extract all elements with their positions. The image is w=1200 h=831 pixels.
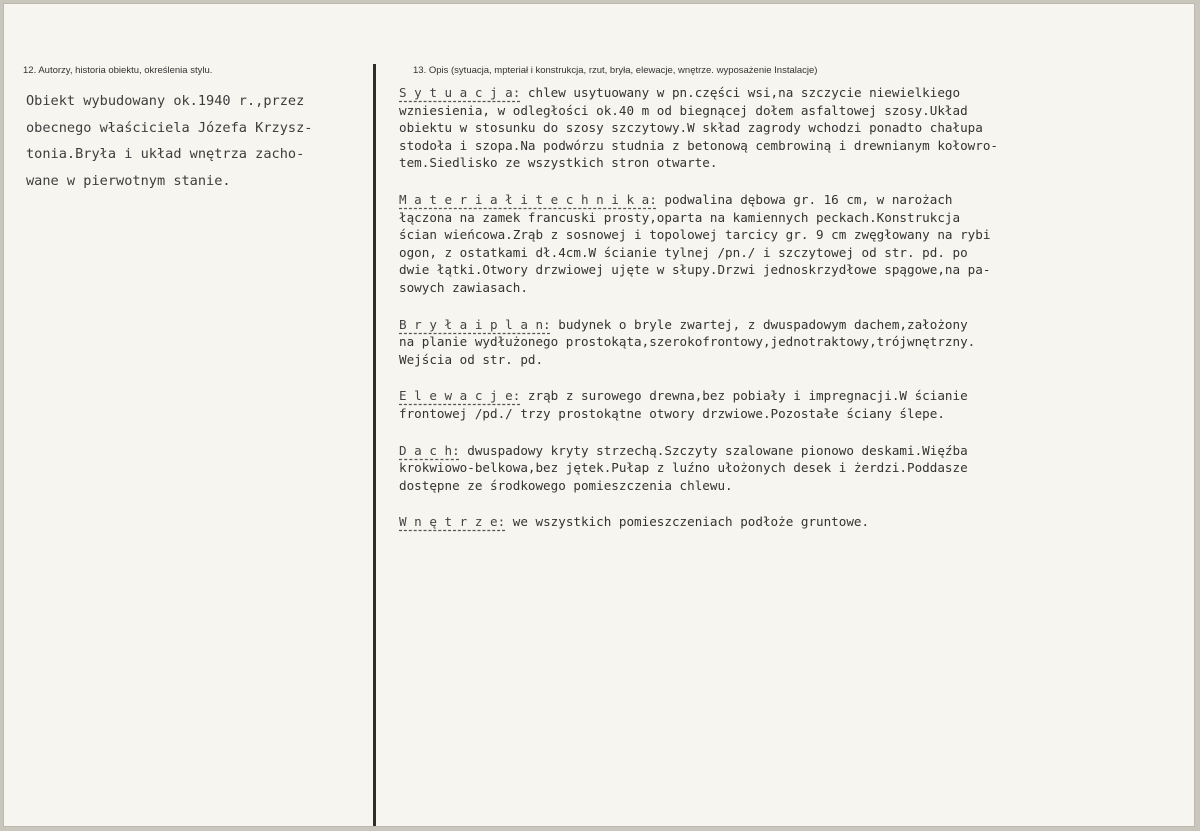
- section-first-line: budynek o bryle zwartej, z dwuspadowym dachem,założony: [550, 316, 968, 332]
- section-first-line: zrąb z surowego drewna,bez pobiały i impregnacji.W ścianie: [520, 388, 968, 404]
- section-first-line: dwuspadowy kryty strzechą.Szczyty szalowane pionowo deskami.Więźba: [459, 442, 968, 458]
- section-sytuacja: [399, 84, 1199, 172]
- section-label: W n ę t r z e:: [399, 514, 506, 530]
- section-line: frontowej /pd./ trzy prostokątne otwory drzwiowe.Pozostałe ściany ślepe.: [399, 405, 945, 421]
- description-column: [399, 84, 1199, 550]
- section-line: ogon, z ostatkami dł.4cm.W ścianie tylnej /pn./ i szczytowej od str. pd. po: [399, 244, 968, 260]
- section-elewacje: [399, 387, 1199, 422]
- section-line: dwie łątki.Otwory drzwiowej ujęte w słupy.Drzwi jednoskrzydłowe spągowe,na pa-: [399, 262, 991, 278]
- section-wnetrze: [399, 513, 1199, 531]
- section-label: E l e w a c j e:: [399, 388, 521, 404]
- section-line: łączona na zamek francuski prosty,oparta na kamiennych peckach.Konstrukcja: [399, 209, 961, 225]
- section-line: sowych zawiasach.: [399, 279, 528, 295]
- section-line: dostępne ze środkowego pomieszczenia chlewu.: [399, 477, 733, 493]
- section-line: Wejścia od str. pd.: [399, 351, 544, 367]
- section-bryla: [399, 316, 1199, 369]
- section-first-line: podwalina dębowa gr. 16 cm, w narożach: [656, 191, 953, 207]
- section-label: M a t e r i a ł i t e c h n i k a:: [399, 191, 657, 207]
- history-text: [26, 88, 376, 194]
- section-first-line: we wszystkich pomieszczeniach podłoże gruntowe.: [505, 514, 870, 530]
- history-line: obecnego właściciela Józefa Krzysz-: [26, 119, 313, 136]
- record-card: [3, 3, 1195, 827]
- section-line: na planie wydłużonego prostokąta,szerokofrontowy,jednotraktowy,trójwnętrzny.: [399, 334, 976, 350]
- history-line: tonia.Bryła i układ wnętrza zacho-: [26, 146, 305, 162]
- section-first-line: chlew usytuowany w pn.części wsi,na szczycie niewielkiego: [520, 85, 961, 100]
- section-13-header: 13. Opis (sytuacja, mpteriał i konstrukcja, rzut, bryła, elewacje, wnętrze. wyposażenie Instalacje): [413, 65, 818, 76]
- section-12-header: 12. Autorzy, historia obiektu, określenia stylu.: [23, 65, 213, 76]
- section-line: krokwiowo-belkowa,bez jętek.Pułap z luźno ułożonych desek i żerdzi.Poddasze: [399, 460, 968, 476]
- section-label: S y t u a c j a:: [399, 85, 521, 100]
- section-line: ścian wieńcowa.Zrąb z sosnowej i topolowej tarcicy gr. 9 cm zwęgłowany na rybi: [399, 227, 991, 243]
- section-label: B r y ł a i p l a n:: [399, 316, 551, 332]
- section-line: obiektu w stosunku do szosy szczytowy.W skład zagrody wchodzi ponadto chałupa: [399, 120, 983, 136]
- section-line: tem.Siedlisko ze wszystkich stron otwarte.: [399, 155, 718, 171]
- section-material: [399, 191, 1199, 297]
- section-dach: [399, 442, 1199, 495]
- history-line: wane w pierwotnym stanie.: [26, 172, 231, 189]
- section-line: wzniesienia, w odległości ok.40 m od biegnącej dołem asfaltowej szosy.Układ: [399, 102, 968, 118]
- section-line: stodoła i szopa.Na podwórzu studnia z betonową cembrowiną i drewnianym kołowro-: [399, 137, 998, 153]
- section-label: D a c h:: [399, 442, 460, 458]
- history-line: Obiekt wybudowany ok.1940 r.,przez: [26, 93, 305, 109]
